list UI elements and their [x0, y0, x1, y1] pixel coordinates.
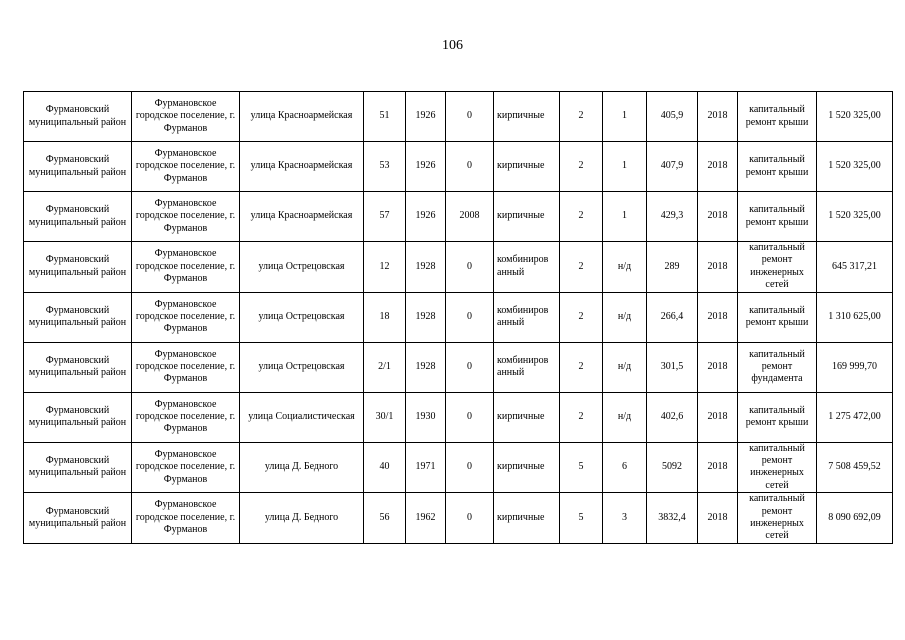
floors-cell: 5	[560, 442, 603, 493]
settlement-cell: Фурмановское городское поселение, г. Фурманов	[132, 392, 240, 442]
year-overhaul-cell: 0	[446, 242, 494, 293]
table-row	[24, 342, 893, 392]
street-cell: улица Красноармейская	[240, 192, 364, 242]
district-cell: Фурмановский муниципальный район	[24, 442, 132, 493]
work-type-cell: капитальный ремонт крыши	[738, 92, 817, 142]
entrances-cell: н/д	[603, 242, 647, 293]
entrances-cell: 1	[603, 142, 647, 192]
table-row	[24, 292, 893, 342]
floors-cell: 2	[560, 292, 603, 342]
wall-material-cell: кирпичные	[494, 142, 560, 192]
cost-cell: 8 090 692,09	[817, 493, 893, 544]
page-number: 106	[442, 38, 463, 53]
district-cell: Фурмановский муниципальный район	[24, 92, 132, 142]
settlement-cell: Фурмановское городское поселение, г. Фурманов	[132, 142, 240, 192]
house-number-cell: 30/1	[364, 392, 406, 442]
plan-year-cell: 2018	[698, 342, 738, 392]
table-row	[24, 142, 893, 192]
work-type-cell: капитальный ремонт крыши	[738, 292, 817, 342]
year-built-cell: 1928	[406, 242, 446, 293]
wall-material-cell: кирпичные	[494, 192, 560, 242]
district-cell: Фурмановский муниципальный район	[24, 292, 132, 342]
entrances-cell: н/д	[603, 342, 647, 392]
floors-cell: 2	[560, 192, 603, 242]
wall-material-cell: комбиниров анный	[494, 342, 560, 392]
year-built-cell: 1926	[406, 92, 446, 142]
district-cell: Фурмановский муниципальный район	[24, 192, 132, 242]
district-cell: Фурмановский муниципальный район	[24, 142, 132, 192]
area-cell: 301,5	[647, 342, 698, 392]
work-type-cell: капитальный ремонт крыши	[738, 192, 817, 242]
settlement-cell: Фурмановское городское поселение, г. Фурманов	[132, 242, 240, 293]
street-cell: улица Д. Бедного	[240, 493, 364, 544]
house-number-cell: 40	[364, 442, 406, 493]
table-row	[24, 442, 893, 493]
year-overhaul-cell: 0	[446, 392, 494, 442]
area-cell: 289	[647, 242, 698, 293]
cost-cell: 1 310 625,00	[817, 292, 893, 342]
street-cell: улица Социалистическая	[240, 392, 364, 442]
floors-cell: 5	[560, 493, 603, 544]
year-overhaul-cell: 2008	[446, 192, 494, 242]
table-row	[24, 92, 893, 142]
cost-cell: 645 317,21	[817, 242, 893, 293]
district-cell: Фурмановский муниципальный район	[24, 493, 132, 544]
plan-year-cell: 2018	[698, 242, 738, 293]
area-cell: 429,3	[647, 192, 698, 242]
street-cell: улица Острецовская	[240, 242, 364, 293]
year-built-cell: 1928	[406, 292, 446, 342]
house-number-cell: 51	[364, 92, 406, 142]
year-built-cell: 1926	[406, 142, 446, 192]
entrances-cell: 3	[603, 493, 647, 544]
year-overhaul-cell: 0	[446, 493, 494, 544]
area-cell: 3832,4	[647, 493, 698, 544]
year-built-cell: 1962	[406, 493, 446, 544]
table-row	[24, 242, 893, 293]
plan-year-cell: 2018	[698, 392, 738, 442]
street-cell: улица Красноармейская	[240, 142, 364, 192]
wall-material-cell: кирпичные	[494, 92, 560, 142]
cost-cell: 1 520 325,00	[817, 192, 893, 242]
cost-cell: 1 275 472,00	[817, 392, 893, 442]
year-overhaul-cell: 0	[446, 442, 494, 493]
year-built-cell: 1930	[406, 392, 446, 442]
floors-cell: 2	[560, 92, 603, 142]
wall-material-cell: кирпичные	[494, 493, 560, 544]
floors-cell: 2	[560, 142, 603, 192]
year-overhaul-cell: 0	[446, 292, 494, 342]
house-number-cell: 56	[364, 493, 406, 544]
settlement-cell: Фурмановское городское поселение, г. Фурманов	[132, 342, 240, 392]
year-built-cell: 1928	[406, 342, 446, 392]
area-cell: 266,4	[647, 292, 698, 342]
entrances-cell: 1	[603, 92, 647, 142]
house-number-cell: 53	[364, 142, 406, 192]
year-overhaul-cell: 0	[446, 342, 494, 392]
floors-cell: 2	[560, 342, 603, 392]
plan-year-cell: 2018	[698, 142, 738, 192]
plan-year-cell: 2018	[698, 292, 738, 342]
year-overhaul-cell: 0	[446, 142, 494, 192]
work-type-cell: капитальный ремонт крыши	[738, 392, 817, 442]
table-row	[24, 493, 893, 544]
entrances-cell: н/д	[603, 292, 647, 342]
plan-year-cell: 2018	[698, 493, 738, 544]
area-cell: 407,9	[647, 142, 698, 192]
wall-material-cell: кирпичные	[494, 392, 560, 442]
plan-year-cell: 2018	[698, 192, 738, 242]
settlement-cell: Фурмановское городское поселение, г. Фурманов	[132, 92, 240, 142]
wall-material-cell: комбиниров анный	[494, 292, 560, 342]
wall-material-cell: комбиниров анный	[494, 242, 560, 293]
housing-register-table	[23, 91, 893, 544]
work-type-cell: капитальный ремонт инженерных сетей	[738, 442, 817, 493]
cost-cell: 169 999,70	[817, 342, 893, 392]
entrances-cell: 1	[603, 192, 647, 242]
settlement-cell: Фурмановское городское поселение, г. Фурманов	[132, 292, 240, 342]
district-cell: Фурмановский муниципальный район	[24, 342, 132, 392]
wall-material-cell: кирпичные	[494, 442, 560, 493]
year-built-cell: 1971	[406, 442, 446, 493]
street-cell: улица Острецовская	[240, 342, 364, 392]
settlement-cell: Фурмановское городское поселение, г. Фурманов	[132, 442, 240, 493]
plan-year-cell: 2018	[698, 442, 738, 493]
cost-cell: 1 520 325,00	[817, 92, 893, 142]
work-type-cell: капитальный ремонт крыши	[738, 142, 817, 192]
settlement-cell: Фурмановское городское поселение, г. Фурманов	[132, 192, 240, 242]
table-row	[24, 392, 893, 442]
entrances-cell: н/д	[603, 392, 647, 442]
house-number-cell: 2/1	[364, 342, 406, 392]
street-cell: улица Красноармейская	[240, 92, 364, 142]
plan-year-cell: 2018	[698, 92, 738, 142]
street-cell: улица Д. Бедного	[240, 442, 364, 493]
floors-cell: 2	[560, 392, 603, 442]
year-overhaul-cell: 0	[446, 92, 494, 142]
table-row	[24, 192, 893, 242]
entrances-cell: 6	[603, 442, 647, 493]
area-cell: 402,6	[647, 392, 698, 442]
cost-cell: 1 520 325,00	[817, 142, 893, 192]
area-cell: 405,9	[647, 92, 698, 142]
work-type-cell: капитальный ремонт инженерных сетей	[738, 242, 817, 293]
work-type-cell: капитальный ремонт фундамента	[738, 342, 817, 392]
district-cell: Фурмановский муниципальный район	[24, 392, 132, 442]
cost-cell: 7 508 459,52	[817, 442, 893, 493]
year-built-cell: 1926	[406, 192, 446, 242]
floors-cell: 2	[560, 242, 603, 293]
district-cell: Фурмановский муниципальный район	[24, 242, 132, 293]
street-cell: улица Острецовская	[240, 292, 364, 342]
work-type-cell: капитальный ремонт инженерных сетей	[738, 493, 817, 544]
house-number-cell: 57	[364, 192, 406, 242]
area-cell: 5092	[647, 442, 698, 493]
settlement-cell: Фурмановское городское поселение, г. Фурманов	[132, 493, 240, 544]
house-number-cell: 18	[364, 292, 406, 342]
house-number-cell: 12	[364, 242, 406, 293]
